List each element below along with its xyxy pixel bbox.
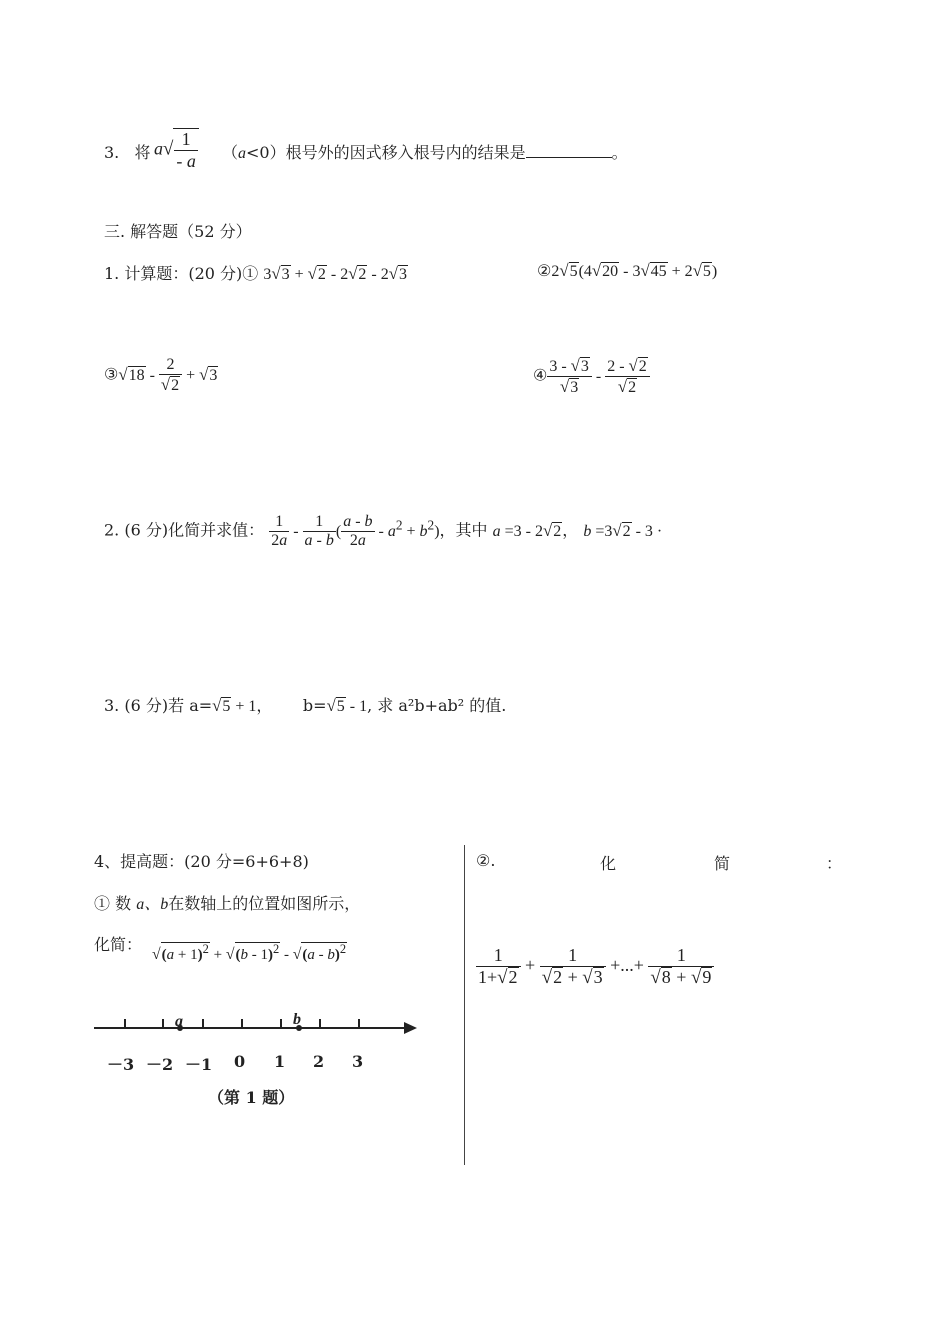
tick	[358, 1019, 360, 1029]
tick	[241, 1019, 243, 1029]
p4-line2: 化简：	[94, 935, 143, 954]
p4-part-2-word-1: 化	[600, 854, 617, 873]
p1-expr-1: 3√3 + √2 - 2√2 - 2√3	[263, 264, 407, 283]
p4-part-2-expression: $\frac{1}{1+√2}$ + $\frac{1}{√2 + √3}$ +...+ $\frac{1}{√8 + √9}$	[476, 945, 714, 988]
point-b-label: b	[293, 1011, 301, 1028]
tick	[124, 1019, 126, 1029]
p4-part-2-word-2: 简	[714, 854, 731, 873]
p1-label: 1. 计算题：(20 分)	[104, 264, 243, 283]
p1-circle-3: ③	[104, 364, 119, 384]
tick	[319, 1019, 321, 1029]
axis-label: 1	[274, 1052, 286, 1071]
axis-label: 3	[352, 1052, 364, 1071]
p1-circle-2: ②	[537, 261, 552, 280]
number-line-arrow	[404, 1022, 417, 1034]
q3-fill-in	[104, 140, 151, 163]
q3-number: 3.	[104, 143, 120, 162]
p1-circle-1: ①	[242, 264, 259, 283]
p3-label: 3. (6 分)若 a=	[104, 696, 213, 715]
q3-condition: （a<0）根号外的因式移入根号内的结果是 。	[222, 143, 628, 162]
p4-simplify-expression: $√(a + 1)^2 + √(b - 1)^2 - √(a - b)^2$	[152, 942, 347, 963]
p1-expr-2: 2√5(4√20 - 3√45 + 2√5)	[551, 261, 718, 280]
p2-line: 2. (6 分)化简并求值： $\frac{1}{2a}$ - $\frac{1}{a - b}$ ( $\frac{a - b}{2a}$ - $a^2 + b^2$)，其中 a =3 - 2√2， b =3√2 - 3 ·	[104, 513, 663, 550]
p4-part-2-colon: ：	[826, 854, 843, 873]
p1-circle-4: ④	[533, 365, 548, 385]
column-divider	[464, 845, 465, 1165]
p4-line1: ① 数 a、b在数轴上的位置如图所示，	[94, 894, 361, 913]
p1-part-2	[537, 261, 717, 281]
p2-label: 2. (6 分)化简并求值：	[104, 520, 265, 540]
point-a-label: a	[175, 1013, 183, 1030]
p1-expr-3: √18 - $\frac{2}{√2}$ + √3	[118, 356, 218, 395]
figure-caption: （第 1 题）	[208, 1088, 295, 1107]
p4-part-2-number: ②.	[476, 851, 496, 870]
tick	[162, 1019, 164, 1029]
axis-label: 2	[313, 1052, 325, 1071]
p2-expression: $\frac{1}{2a}$ - $\frac{1}{a - b}$ ( $\frac{a - b}{2a}$ - $a^2 + b^2$)	[271, 513, 440, 550]
axis-label: 0	[234, 1052, 246, 1071]
axis-label: －1	[185, 1055, 213, 1074]
p1-part-3	[104, 356, 218, 396]
p2-values: a =3 - 2√2	[492, 520, 562, 540]
axis-label: －3	[107, 1055, 135, 1074]
axis-label: －2	[146, 1055, 174, 1074]
q3-expression: a√ $\frac{1}{- a}$	[154, 128, 199, 171]
p4-title: 4、提高题：(20 分=6+6+8)	[94, 852, 309, 871]
p1-line1	[104, 261, 408, 284]
p3-b-value: √5 - 1	[326, 696, 368, 715]
p3-a-value: √5 + 1	[212, 696, 257, 715]
tick	[202, 1019, 204, 1029]
p3-line: 3. (6 分)若 a=√5 + 1， b=√5 - 1, 求 a²b+ab² 的值.	[104, 696, 507, 715]
q3-verb: 将	[134, 143, 151, 162]
p1-part-4	[533, 356, 650, 398]
section-3-title: 三. 解答题（52 分）	[104, 222, 252, 241]
tick	[280, 1019, 282, 1029]
q3-answer-blank[interactable]	[526, 143, 612, 158]
p1-expr-4: $\frac{3 - √3}{√3}$ - $\frac{2 - √2}{√2}$	[547, 368, 649, 385]
